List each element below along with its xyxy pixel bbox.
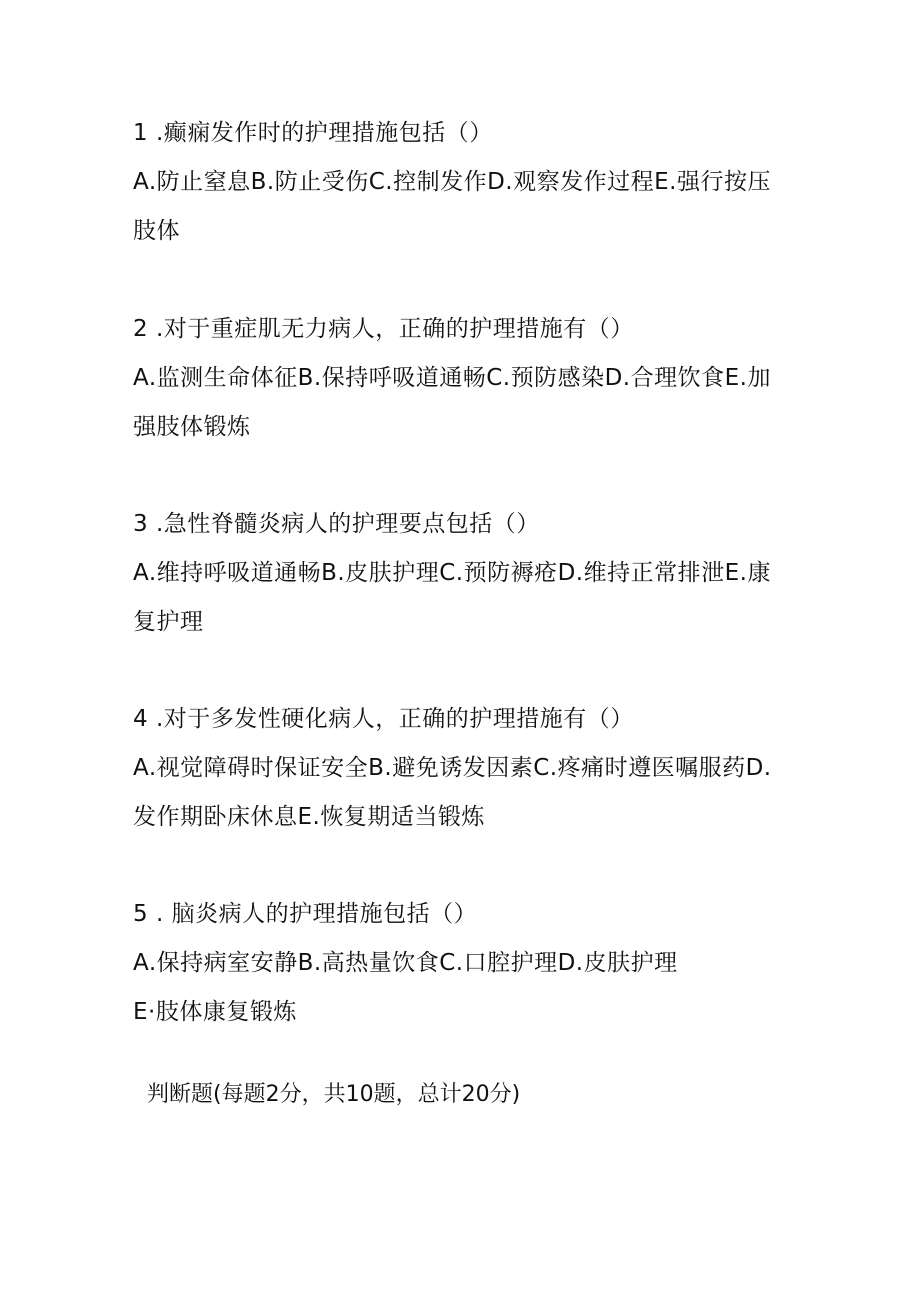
question-1 — [133, 109, 793, 256]
question-4-title: 4 .对于多发性硬化病人，正确的护理措施有（） — [133, 706, 634, 732]
question-2-title: 2 .对于重症肌无力病人，正确的护理措施有（） — [133, 316, 634, 342]
question-4-options: A.视觉障碍时保证安全B.避免诱发因素C.疼痛时遵医嘱服药D.发作期卧床休息E.恢复期适当锻炼 — [133, 755, 772, 830]
question-1-title: 1 .癫痫发作时的护理措施包括（） — [133, 120, 493, 146]
question-2-options: A.监测生命体征B.保持呼吸道通畅C.预防感染D.合理饮食E.加强肢体锻炼 — [133, 365, 771, 440]
question-3-title: 3 .急性脊髓炎病人的护理要点包括（） — [133, 511, 540, 537]
question-5-options-line-1: A.保持病室安静B.高热量饮食C.口腔护理D.皮肤护理 — [133, 950, 678, 976]
question-1-options: A.防止窒息B.防止受伤C.控制发作D.观察发作过程E.强行按压肢体 — [133, 169, 771, 244]
question-3-options: A.维持呼吸道通畅B.皮肤护理C.预防褥疮D.维持正常排泄E.康复护理 — [133, 560, 771, 635]
question-2 — [133, 305, 793, 452]
question-4 — [133, 695, 793, 842]
question-3 — [133, 500, 793, 647]
question-5-options-line-2: E·肢体康复锻炼 — [133, 999, 297, 1025]
question-5-title: 5 . 脑炎病人的护理措施包括（） — [133, 901, 478, 927]
question-5 — [133, 890, 793, 1037]
section-heading-true-false: 判断题(每题2分，共10题，总计20分) — [147, 1082, 521, 1107]
